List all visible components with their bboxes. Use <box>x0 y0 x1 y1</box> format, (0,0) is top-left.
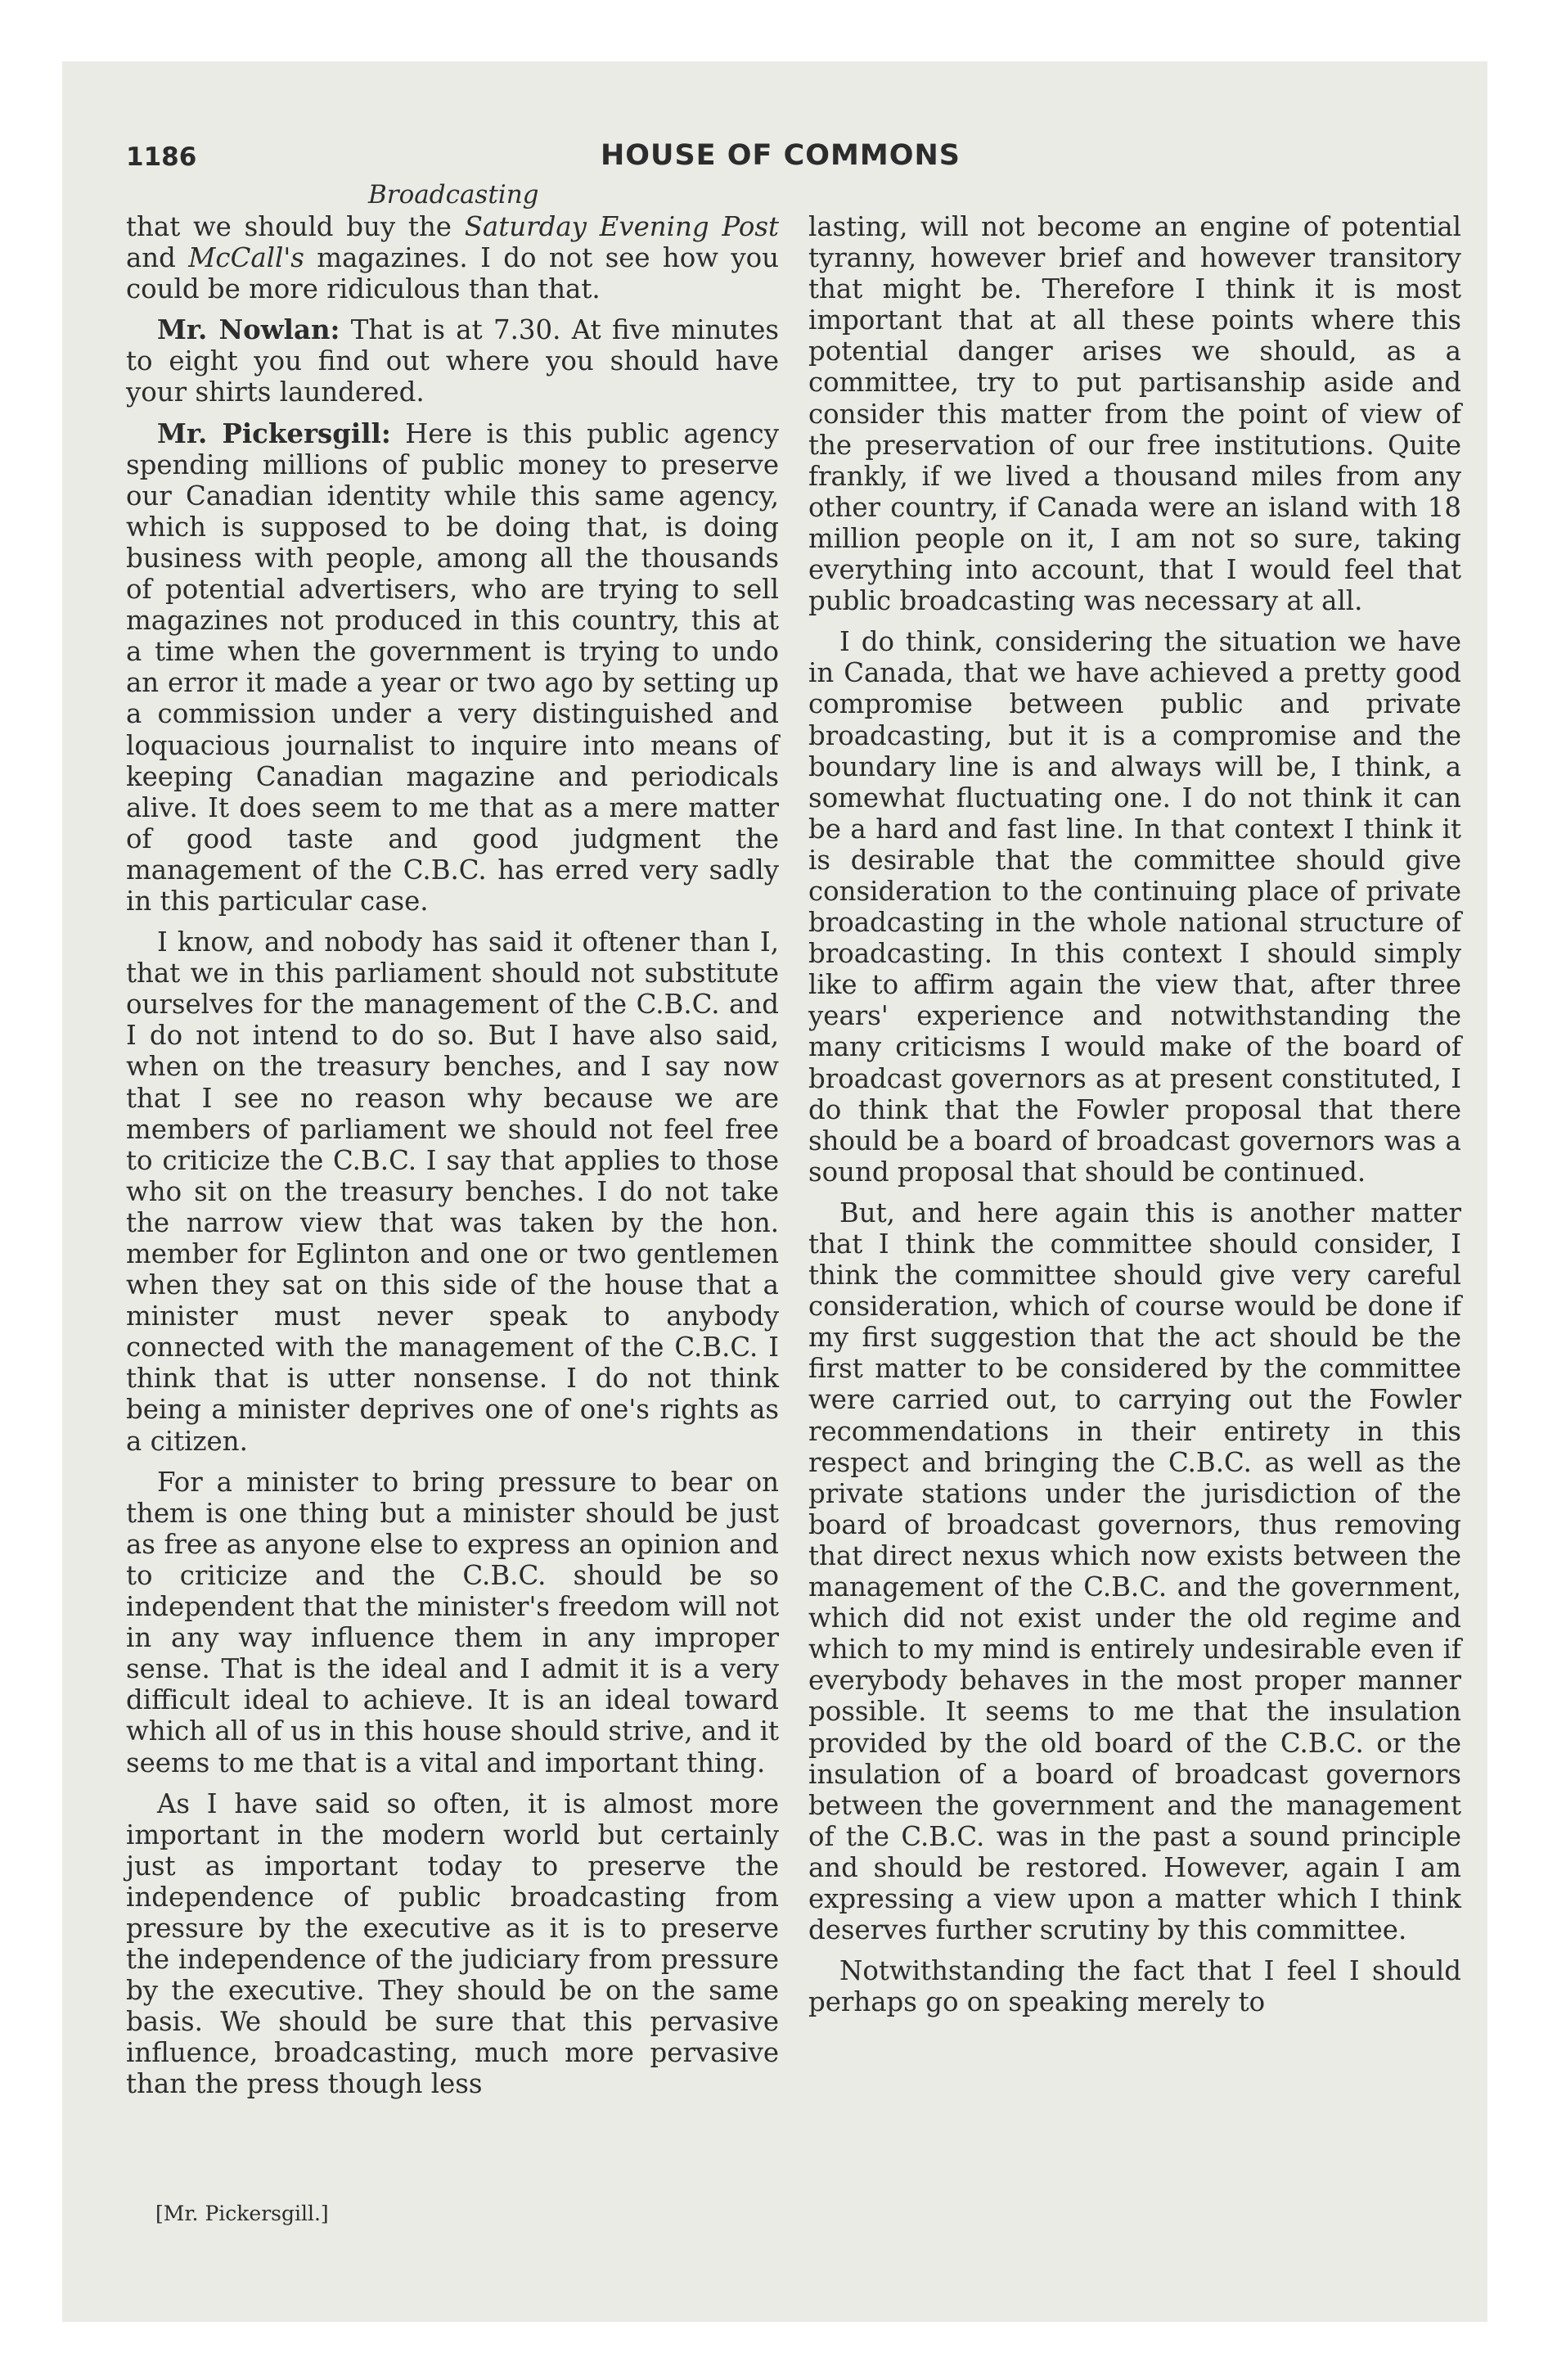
paragraph: Mr. Pickersgill: Here is this public agency spending millions of public money to preserve our Canadian identity while this same agency, which is supposed to be doing that, is doing business with people, among all the thousands of potential advertisers, who are trying to sell magazines not produced in this country, this at a time when the government is trying to undo an error it made a year or two ago by setting up a commission under a very distinguished and loquacious journalist to inquire into means of keeping Canadian magazine and periodicals alive. It does seem to me that as a mere matter of good taste and good judgment the management of the C.B.C. has erred very sadly in this particular case. <box>126 417 779 917</box>
magazine-title: Saturday Evening Post <box>464 211 779 242</box>
paragraph: Mr. Nowlan: That is at 7.30. At five minutes to eight you find out where you should have your shirts laundered. <box>126 314 779 408</box>
paragraph: But, and here again this is another matter that I think the committee should consider, I think the committee should give very careful consideration, which of course would be done if my first suggestion that the act should be the first matter to be considered by the committee were carried out, to carrying out the Fowler recommendations in their entirety in this respect and bringing the C.B.C. as well as the private stations under the jurisdiction of the board of broadcast governors, thus removing that direct nexus which now exists between the management of the C.B.C. and the government, which did not exist under the old regime and which to my mind is entirely undesirable even if everybody behaves in the most proper manner possible. It seems to me that the insulation provided by the old board of the C.B.C. or the insulation of a board of broadcast governors between the government and the management of the C.B.C. was in the past a sound principle and should be restored. However, again I am expressing a view upon a matter which I think deserves further scrutiny by this committee. <box>808 1197 1461 1946</box>
left-column <box>126 211 779 2100</box>
page-number: 1186 <box>126 142 197 172</box>
paragraph: that we should buy the Saturday Evening Post and McCall's magazines. I do not see how you could be more ridiculous than that. <box>126 211 779 305</box>
paragraph: I do think, considering the situation we have in Canada, that we have achieved a pretty good compromise between public and private broadcasting, but it is a compromise and the boundary line is and always will be, I think, a somewhat fluctuating one. I do not think it can be a hard and fast line. In that context I think it is desirable that the committee should give consideration to the continuing place of private broadcasting in the whole national structure of broadcasting. In this context I should simply like to affirm again the view that, after three years' experience and notwithstanding the many criticisms I would make of the board of broadcast governors as at present constituted, I do think that the Fowler proposal that there should be a board of broadcast governors was a sound proposal that should be continued. <box>808 626 1461 1188</box>
speaker-footnote: [Mr. Pickersgill.] <box>155 2202 329 2225</box>
paragraph: Notwithstanding the fact that I feel I should perhaps go on speaking merely to <box>808 1955 1461 2018</box>
paragraph: I know, and nobody has said it oftener than I, that we in this parliament should not substitute ourselves for the management of the C.B.C. and I do not intend to do so. But I have also said, when on the treasury benches, and I say now that I see no reason why because we are members of parliament we should not feel free to criticize the C.B.C. I say that applies to those who sit on the treasury benches. I do not take the narrow view that was taken by the hon. member for Eglinton and one or two gentlemen when they sat on this side of the house that a minister must never speak to anybody connected with the management of the C.B.C. I think that is utter nonsense. I do not think being a minister deprives one of one's rights as a citizen. <box>126 926 779 1457</box>
running-head: HOUSE OF COMMONS <box>601 139 961 172</box>
speaker-name: Mr. Nowlan: <box>157 314 340 346</box>
section-title: Broadcasting <box>368 180 539 210</box>
magazine-title: McCall's <box>188 242 304 274</box>
paragraph: As I have said so often, it is almost more important in the modern world but certainly just as important today to preserve the independence of public broadcasting from pressure by the executive as it is to preserve the independence of the judiciary from pressure by the executive. They should be on the same basis. We should be sure that this pervasive influence, broadcasting, much more pervasive than the press though less <box>126 1787 779 2100</box>
paragraph: For a minister to bring pressure to bear on them is one thing but a minister should be just as free as anyone else to express an opinion and to criticize and the C.B.C. should be so independent that the minister's freedom will not in any way influence them in any improper sense. That is the ideal and I admit it is a very difficult ideal to achieve. It is an ideal toward which all of us in this house should strive, and it seems to me that is a vital and important thing. <box>126 1466 779 1778</box>
speaker-name: Mr. Pickersgill: <box>157 417 391 449</box>
page-header <box>126 139 1460 196</box>
paragraph: lasting, will not become an engine of potential tyranny, however brief and however transitory that might be. Therefore I think it is most important that at all these points where this potential danger arises we should, as a committee, try to put partisanship aside and consider this matter from the point of view of the preservation of our free institutions. Quite frankly, if we lived a thousand miles from any other country, if Canada were an island with 18 million people on it, I am not so sure, taking everything into account, that I would feel that public broadcasting was necessary at all. <box>808 211 1461 617</box>
right-column <box>808 211 1461 2017</box>
